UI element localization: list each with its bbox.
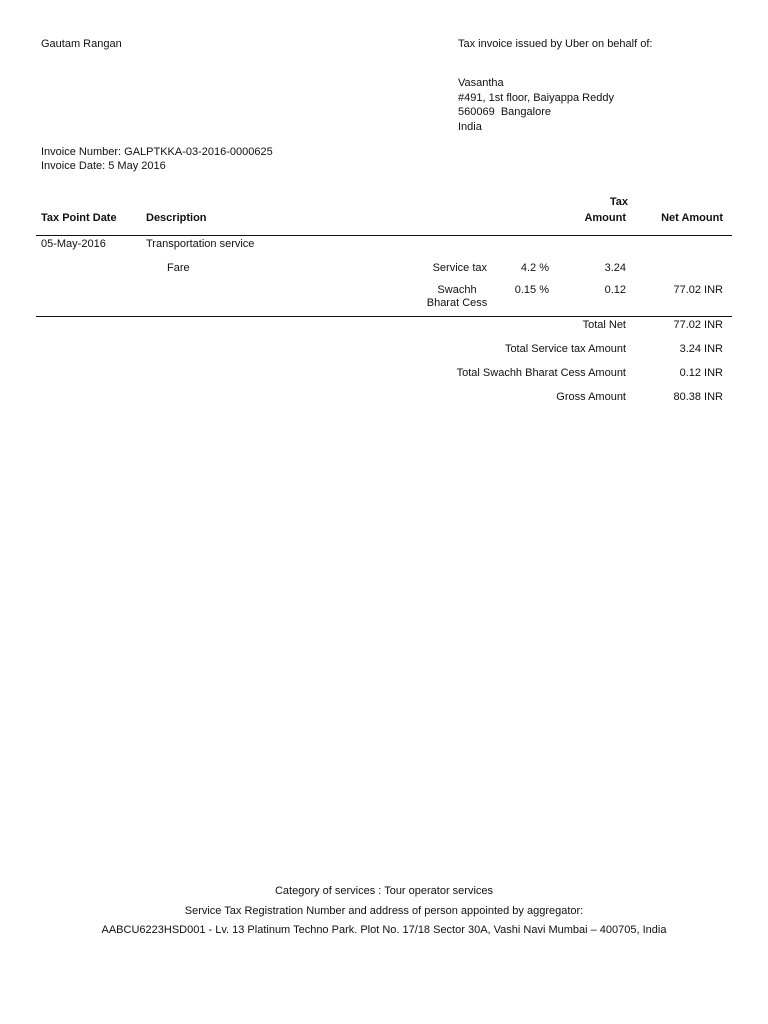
tax-name-line2: Bharat Cess — [426, 297, 488, 309]
issuer-address-line1: #491, 1st floor, Baiyappa Reddy — [458, 92, 614, 104]
footer-registration-details: AABCU6223HSD001 - Lv. 13 Platinum Techno Park. Plot No. 17/18 Sector 30A, Vashi Navi Mumbai – 400705, India — [101, 924, 667, 936]
tax-amount: 3.24 — [604, 262, 626, 274]
total-net-value: 77.02 INR — [673, 319, 723, 331]
row-net-amount: 77.02 INR — [673, 284, 723, 296]
customer-name: Gautam Rangan — [41, 38, 122, 50]
header-tax-amount-line2: Amount — [584, 212, 626, 224]
invoice-date: Invoice Date: 5 May 2016 — [41, 160, 166, 172]
total-cess-value: 0.12 INR — [679, 367, 723, 379]
header-tax-amount-line1: Tax — [609, 196, 628, 208]
header-divider — [36, 235, 732, 236]
total-service-tax-label: Total Service tax Amount — [504, 343, 626, 355]
tax-name: Service tax — [432, 262, 487, 274]
row-date: 05-May-2016 — [41, 238, 106, 250]
tax-rate: 4.2 % — [520, 262, 549, 274]
row-description: Transportation service — [146, 238, 255, 250]
total-net-label: Total Net — [582, 319, 626, 331]
issuer-country: India — [458, 121, 482, 133]
footer-category: Category of services : Tour operator services — [274, 885, 494, 897]
issuer-address-line2: 560069 Bangalore — [458, 106, 551, 118]
header-net-amount: Net Amount — [661, 212, 723, 224]
total-service-tax-value: 3.24 INR — [679, 343, 723, 355]
invoice-number: Invoice Number: GALPTKKA-03-2016-0000625 — [41, 146, 273, 158]
tax-rate: 0.15 % — [514, 284, 549, 296]
issuer-heading: Tax invoice issued by Uber on behalf of: — [458, 38, 653, 50]
header-description: Description — [146, 212, 207, 224]
gross-amount-label: Gross Amount — [556, 391, 626, 403]
tax-name: Swachh — [437, 284, 477, 296]
total-cess-label: Total Swachh Bharat Cess Amount — [456, 367, 626, 379]
header-tax-point-date: Tax Point Date — [41, 212, 117, 224]
footer-registration-heading: Service Tax Registration Number and address of person appointed by aggregator: — [184, 905, 584, 917]
issuer-name: Vasantha — [458, 77, 504, 89]
row-item: Fare — [167, 262, 190, 274]
gross-amount-value: 80.38 INR — [673, 391, 723, 403]
row-divider — [36, 316, 732, 317]
tax-amount: 0.12 — [604, 284, 626, 296]
